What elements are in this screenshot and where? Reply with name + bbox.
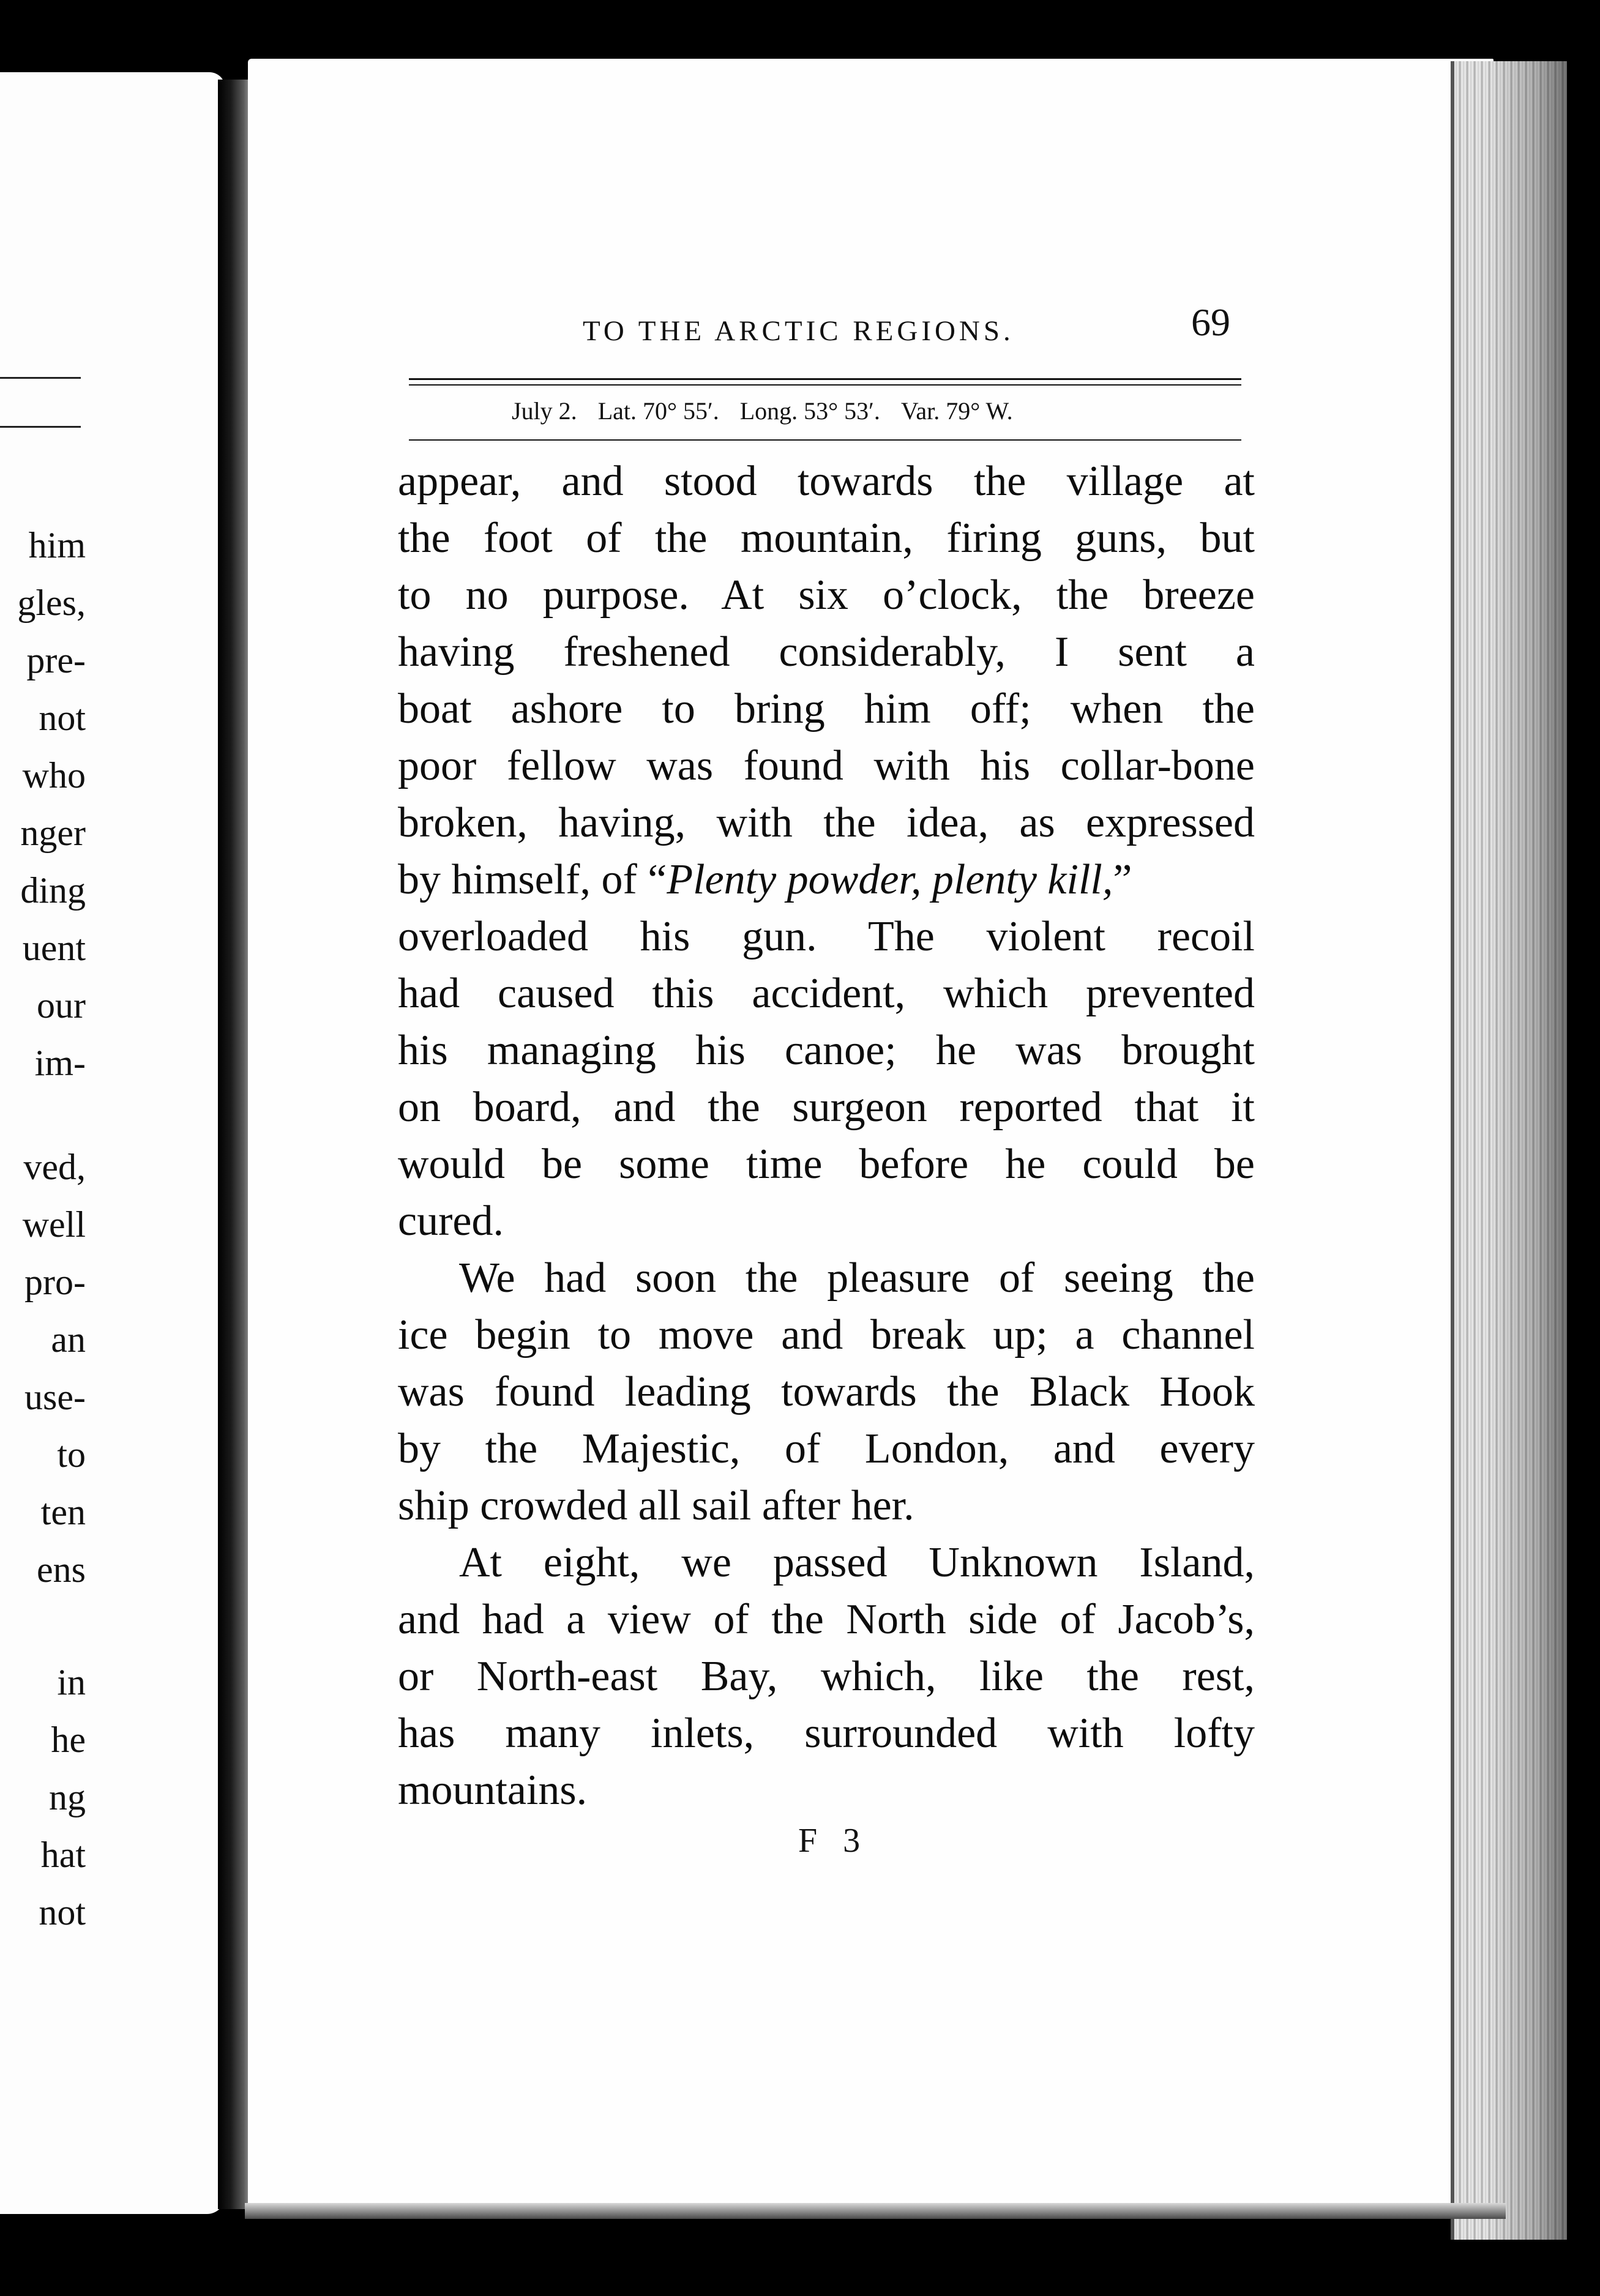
- header-rule: [409, 384, 1241, 386]
- quote-close: ”: [1113, 856, 1132, 903]
- left-page-rule: [0, 426, 81, 428]
- left-line-fragment: he: [51, 1720, 86, 1760]
- left-line-fragment: ding: [20, 870, 86, 911]
- signature-mark: F 3: [798, 1822, 869, 1860]
- text-line: We had soon the pleasure of seeing the: [459, 1254, 1255, 1302]
- text-line: on board, and the surgeon reported that it: [398, 1084, 1255, 1131]
- scan-background: [0, 0, 1600, 59]
- position-longitude: Long. 53° 53′.: [739, 397, 880, 425]
- text-line: was found leading towards the Black Hook: [398, 1368, 1255, 1415]
- left-line-fragment: our: [37, 985, 86, 1026]
- left-line-fragment: ng: [49, 1777, 86, 1817]
- running-head: TO THE ARCTIC REGIONS.: [583, 315, 1014, 347]
- page-number: 69: [1191, 300, 1230, 344]
- quoted-speech: Plenty powder, plenty kill,: [667, 856, 1113, 903]
- text-line: mountains.: [398, 1767, 588, 1814]
- text-line: his managing his canoe; he was brought: [398, 1027, 1255, 1074]
- left-page-rule: [0, 377, 81, 379]
- page-bottom-shadow: [245, 2203, 1506, 2219]
- text-line: overloaded his gun. The violent recoil: [398, 913, 1255, 960]
- text-line: has many inlets, surrounded with lofty: [398, 1710, 1255, 1757]
- left-line-fragment: im-: [34, 1043, 86, 1083]
- text-line: poor fellow was found with his collar-bone: [398, 742, 1255, 789]
- header-rule: [409, 378, 1241, 380]
- text-line: At eight, we passed Unknown Island,: [459, 1539, 1255, 1586]
- page-edges-shadow: [1487, 61, 1573, 2240]
- text-line: ice begin to move and break up; a channel: [398, 1311, 1255, 1359]
- text-line: the foot of the mountain, firing guns, but: [398, 515, 1255, 562]
- position-date: July 2.: [512, 397, 577, 425]
- text-line: having freshened considerably, I sent a: [398, 628, 1255, 676]
- left-line-fragment: to: [57, 1434, 86, 1475]
- ship-position-line: [512, 397, 1013, 425]
- left-line-fragment: hat: [40, 1835, 86, 1875]
- left-line-fragment: ten: [40, 1492, 86, 1532]
- header-rule: [409, 439, 1241, 441]
- left-line-fragment: who: [22, 755, 86, 796]
- text-line: boat ashore to bring him off; when the: [398, 685, 1255, 732]
- position-variation: Var. 79° W.: [900, 397, 1013, 425]
- text-line: would be some time before he could be: [398, 1141, 1255, 1188]
- left-line-fragment: uent: [22, 928, 86, 968]
- text-line: broken, having, with the idea, as expressed: [398, 799, 1255, 846]
- text-line: ship crowded all sail after her.: [398, 1482, 914, 1529]
- left-line-fragment: ved,: [23, 1147, 86, 1187]
- left-line-fragment: an: [51, 1319, 86, 1360]
- left-line-fragment: well: [22, 1204, 86, 1245]
- left-line-fragment: pre-: [26, 640, 86, 680]
- left-facing-page: [0, 72, 225, 2214]
- left-line-fragment: pro-: [24, 1262, 86, 1302]
- body-text: [398, 453, 1255, 1819]
- text-line: and had a view of the North side of Jacob’s,: [398, 1596, 1255, 1643]
- left-line-fragment: use-: [24, 1377, 86, 1417]
- left-line-fragment: in: [57, 1662, 86, 1702]
- text-line: had caused this accident, which prevented: [398, 970, 1255, 1017]
- text-line-lead: by himself, of “: [398, 856, 667, 903]
- left-line-fragment: gles,: [17, 583, 86, 623]
- left-line-fragment: not: [39, 698, 86, 738]
- position-latitude: Lat. 70° 55′.: [597, 397, 719, 425]
- left-line-fragment: not: [39, 1892, 86, 1933]
- left-line-fragment: him: [28, 525, 86, 565]
- text-line: [398, 851, 1255, 908]
- text-line: cured.: [398, 1198, 504, 1245]
- text-line: to no purpose. At six o’clock, the breeze: [398, 572, 1255, 619]
- text-line: or North-east Bay, which, like the rest,: [398, 1653, 1255, 1700]
- left-line-fragment: nger: [20, 813, 86, 853]
- left-line-fragment: ens: [37, 1549, 86, 1590]
- text-line: appear, and stood towards the village at: [398, 458, 1255, 505]
- text-line: by the Majestic, of London, and every: [398, 1425, 1255, 1472]
